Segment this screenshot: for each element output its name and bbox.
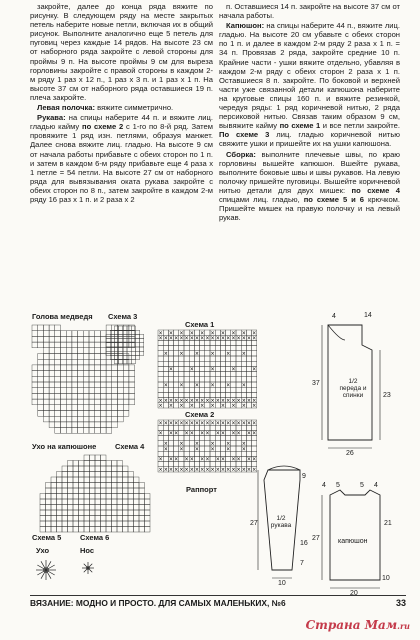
label-scheme1: Схема 1 xyxy=(185,320,215,329)
svg-text:×: × xyxy=(184,456,189,463)
svg-text:×: × xyxy=(231,456,236,463)
label-scheme2: Схема 2 xyxy=(185,410,215,419)
svg-text:×: × xyxy=(174,397,179,404)
svg-text:×: × xyxy=(163,351,168,358)
neckline-curve xyxy=(328,325,345,340)
label-scheme4: Схема 4 xyxy=(115,442,145,451)
svg-text:×: × xyxy=(236,467,241,474)
svg-text:×: × xyxy=(200,403,205,410)
svg-text:×: × xyxy=(200,335,205,342)
svg-text:×: × xyxy=(231,397,236,404)
paragraph-text: спицами лиц. гладью, xyxy=(219,194,304,204)
svg-text:×: × xyxy=(236,456,241,463)
paragraph-text: на спицы наберите 44 п., вяжите лиц. гладью. На высоте 20 см убавьте с обеих сторон по 1 п. и далее в каждом 2-м ряду 2 раза х 1 п. = 34 п. Провязав 2 ряда, закройте средние 10 п. Крайние части - ушки вяжите отдельно, убавляя в каждом 2-м ряду с обеих сторон 2 раза х 1 п. Оставшиеся 8 п. закройте. По боковой и верхней части уже связанной детали капюшона наберите на круговые спицы 160 п. и вяжите резинкой, чередуя ряды: 1 ряд коричневой нитью, 2 ряда персиковой нитью. Связав таким образом 9 см, вывяжите кайму xyxy=(219,21,400,131)
svg-text:×: × xyxy=(252,420,257,427)
label-scheme6: Схема 6 xyxy=(80,533,110,542)
label-ear: Ухо xyxy=(36,546,50,555)
svg-text:×: × xyxy=(210,330,215,337)
svg-text:×: × xyxy=(210,397,215,404)
hood-outline xyxy=(330,490,380,580)
page-number: 33 xyxy=(395,598,406,608)
svg-text:×: × xyxy=(226,420,231,427)
svg-text:×: × xyxy=(200,420,205,427)
svg-text:×: × xyxy=(179,467,184,474)
label-hood: капюшон xyxy=(338,538,368,545)
label-ear-hood: Ухо на капюшоне xyxy=(32,442,97,451)
label-scheme3: Схема 3 xyxy=(108,312,138,321)
svg-text:×: × xyxy=(189,330,194,337)
dim-4a: 4 xyxy=(332,313,336,320)
label-bear-head: Голова медведя xyxy=(32,312,93,321)
svg-text:×: × xyxy=(226,382,231,389)
paragraph-text: крючком. Пришейте мишек на правую полочку и на левый рукав. xyxy=(219,194,400,223)
svg-text:×: × xyxy=(179,382,184,389)
bold-term: по схеме 4 xyxy=(351,185,400,195)
svg-text:×: × xyxy=(246,397,252,404)
svg-text:×: × xyxy=(226,446,231,453)
svg-text:×: × xyxy=(179,403,184,410)
svg-text:×: × xyxy=(210,403,215,410)
svg-text:×: × xyxy=(205,430,210,437)
svg-text:×: × xyxy=(252,330,257,337)
svg-text:×: × xyxy=(215,456,220,463)
svg-text:×: × xyxy=(200,467,205,474)
svg-text:×: × xyxy=(168,467,174,474)
label-scheme5: Схема 5 xyxy=(32,533,62,542)
svg-text:×: × xyxy=(163,335,168,342)
svg-text:×: × xyxy=(179,335,184,342)
svg-text:×: × xyxy=(158,467,163,474)
bold-term: Левая полочка: xyxy=(37,103,96,113)
svg-text:×: × xyxy=(163,382,168,389)
paragraph-text: на спицы наберите 44 п. и вяжите лиц. гладью кайму xyxy=(30,113,213,132)
svg-text:×: × xyxy=(220,467,226,474)
svg-text:×: × xyxy=(210,335,215,342)
svg-text:×: × xyxy=(163,441,168,448)
svg-text:×: × xyxy=(226,467,231,474)
paragraph-text: выполните плечевые швы, по краю горловины вышейте капюшон. Вшейте рукава, выполните боковые швы и швы рукавов. На левую полочку пришейте пуговицы. Вышейте коричневой нитью детали для двух мишек: xyxy=(219,149,400,195)
svg-text:×: × xyxy=(184,467,189,474)
svg-text:×: × xyxy=(231,467,236,474)
svg-text:×: × xyxy=(210,366,215,373)
svg-text:×: × xyxy=(189,456,194,463)
svg-text:×: × xyxy=(241,446,246,453)
svg-text:×: × xyxy=(241,382,246,389)
svg-text:×: × xyxy=(205,397,210,404)
svg-text:×: × xyxy=(194,382,200,389)
page-footer xyxy=(30,595,406,608)
svg-text:×: × xyxy=(174,420,179,427)
svg-text:×: × xyxy=(158,330,163,337)
svg-text:×: × xyxy=(184,335,189,342)
svg-text:×: × xyxy=(184,430,189,437)
svg-text:×: × xyxy=(220,335,226,342)
svg-text:×: × xyxy=(194,467,200,474)
svg-text:×: × xyxy=(215,467,220,474)
svg-text:×: × xyxy=(174,467,179,474)
bold-term: по схеме 2 xyxy=(82,122,124,132)
svg-text:×: × xyxy=(179,397,184,404)
svg-text:×: × xyxy=(246,467,252,474)
svg-text:×: × xyxy=(168,430,174,437)
svg-text:×: × xyxy=(194,446,200,453)
paragraph-text: п. Оставшиеся 14 п. закройте на высоте 37 см от начала работы. xyxy=(219,2,400,21)
bold-term: По схеме 3 xyxy=(219,130,270,140)
svg-text:×: × xyxy=(189,335,194,342)
dim-5b: 5 xyxy=(360,482,364,489)
svg-text:×: × xyxy=(158,456,163,463)
svg-text:×: × xyxy=(231,335,236,342)
svg-text:×: × xyxy=(210,420,215,427)
dim-27a: 27 xyxy=(250,520,258,527)
svg-text:×: × xyxy=(179,446,184,453)
svg-text:×: × xyxy=(246,430,252,437)
svg-text:×: × xyxy=(252,397,257,404)
svg-text:×: × xyxy=(158,397,163,404)
svg-text:×: × xyxy=(205,456,210,463)
dim-16: 16 xyxy=(300,540,308,547)
bold-term: Капюшон: xyxy=(226,21,265,31)
svg-text:×: × xyxy=(236,430,241,437)
label-nose: Нос xyxy=(80,546,95,555)
label-sleeve: 1/2 рукава xyxy=(270,515,292,529)
svg-text:×: × xyxy=(189,420,194,427)
svg-text:×: × xyxy=(220,430,226,437)
bold-term: по схеме 5 и 6 xyxy=(303,194,365,204)
svg-text:×: × xyxy=(194,420,200,427)
svg-text:×: × xyxy=(231,330,236,337)
svg-text:×: × xyxy=(231,403,236,410)
svg-text:×: × xyxy=(241,467,246,474)
svg-text:×: × xyxy=(252,467,257,474)
dim-26: 26 xyxy=(346,450,354,457)
svg-text:×: × xyxy=(236,420,241,427)
paragraph-text: и все петли закройте. xyxy=(320,121,400,131)
svg-text:×: × xyxy=(241,335,246,342)
svg-text:×: × xyxy=(241,403,246,410)
svg-text:×: × xyxy=(205,420,210,427)
svg-text:×: × xyxy=(220,330,226,337)
svg-text:×: × xyxy=(168,330,174,337)
svg-text:×: × xyxy=(246,420,252,427)
svg-text:×: × xyxy=(163,446,168,453)
label-rapport: Раппорт xyxy=(186,485,217,494)
footer-title: ВЯЗАНИЕ: МОДНО И ПРОСТО. ДЛЯ САМЫХ МАЛЕНЬКИХ, №6 xyxy=(30,598,286,608)
svg-text:×: × xyxy=(210,441,215,448)
svg-text:×: × xyxy=(215,420,220,427)
svg-text:×: × xyxy=(194,397,200,404)
svg-text:×: × xyxy=(226,351,231,358)
svg-text:×: × xyxy=(179,441,184,448)
paragraph-text: лиц. гладью коричневой нитью свяжите ушки и пришейте их на ушки капюшона. xyxy=(219,130,400,149)
dim-4b: 4 xyxy=(322,482,326,489)
svg-text:×: × xyxy=(241,330,246,337)
svg-text:×: × xyxy=(184,420,189,427)
bold-term: Сборка: xyxy=(226,149,256,159)
dim-27b: 27 xyxy=(312,535,320,542)
svg-text:×: × xyxy=(231,430,236,437)
svg-text:×: × xyxy=(231,366,236,373)
watermark-main: Страна Мам xyxy=(305,618,398,632)
svg-text:×: × xyxy=(200,397,205,404)
svg-text:×: × xyxy=(189,430,194,437)
svg-text:×: × xyxy=(174,456,179,463)
svg-text:×: × xyxy=(174,430,179,437)
svg-text:×: × xyxy=(200,430,205,437)
dim-14: 14 xyxy=(364,312,372,319)
svg-text:×: × xyxy=(189,366,194,373)
svg-text:×: × xyxy=(189,397,194,404)
bold-term: по схеме 1 xyxy=(279,121,321,131)
svg-text:×: × xyxy=(168,335,174,342)
svg-text:×: × xyxy=(158,420,163,427)
sleeve-cap-curve xyxy=(268,466,300,470)
svg-text:×: × xyxy=(168,456,174,463)
svg-text:×: × xyxy=(241,420,246,427)
svg-text:×: × xyxy=(200,456,205,463)
svg-text:×: × xyxy=(189,467,194,474)
svg-text:×: × xyxy=(174,335,179,342)
dim-20: 20 xyxy=(350,590,358,597)
svg-text:×: × xyxy=(168,420,174,427)
svg-text:×: × xyxy=(158,430,163,437)
svg-text:×: × xyxy=(241,397,246,404)
svg-text:×: × xyxy=(158,403,163,410)
dim-21: 21 xyxy=(384,520,392,527)
svg-text:×: × xyxy=(210,446,215,453)
svg-text:×: × xyxy=(194,335,200,342)
svg-text:×: × xyxy=(158,335,163,342)
svg-text:×: × xyxy=(220,456,226,463)
dim-9: 9 xyxy=(302,473,306,480)
svg-text:×: × xyxy=(163,397,168,404)
svg-text:×: × xyxy=(246,456,252,463)
svg-text:×: × xyxy=(252,403,257,410)
svg-text:×: × xyxy=(252,456,257,463)
svg-text:×: × xyxy=(205,467,210,474)
svg-text:×: × xyxy=(205,335,210,342)
svg-text:×: × xyxy=(215,335,220,342)
svg-text:×: × xyxy=(226,335,231,342)
svg-text:×: × xyxy=(210,382,215,389)
svg-text:×: × xyxy=(226,441,231,448)
svg-text:×: × xyxy=(231,420,236,427)
svg-text:×: × xyxy=(194,351,200,358)
dim-37: 37 xyxy=(312,380,320,387)
svg-text:×: × xyxy=(220,397,226,404)
svg-text:×: × xyxy=(194,441,200,448)
dim-5a: 5 xyxy=(336,482,340,489)
dim-23: 23 xyxy=(383,392,391,399)
svg-text:×: × xyxy=(236,397,241,404)
paragraph-text: закройте, далее до конца ряда вяжите по рисунку. В следующем ряду на месте закрытых петель наберите новые петли, включая их в общий рисунок. Выполните аналогично еще 5 петель для пуговиц через каждые 14 рядов. На высоте 23 см от наборного ряда закройте с левой стороны для проймы 9 п. На высоте проймы 9 см для выреза горловины закройте с правой стороны в каждом 2-м ряду 1 раз х 12 п., 1 раз х 3 п. и 1 раз х 1 п. На высоте 37 см от наборного ряда оставшиеся 19 п. плеча закройте. xyxy=(30,2,213,102)
bold-term: Рукава: xyxy=(37,113,66,123)
svg-text:×: × xyxy=(252,366,257,373)
svg-text:×: × xyxy=(163,467,168,474)
svg-text:×: × xyxy=(220,420,226,427)
svg-text:×: × xyxy=(220,403,226,410)
dim-10b: 10 xyxy=(382,575,390,582)
svg-text:×: × xyxy=(252,430,257,437)
svg-text:×: × xyxy=(168,397,174,404)
svg-text:×: × xyxy=(215,430,220,437)
svg-text:×: × xyxy=(179,351,184,358)
svg-text:×: × xyxy=(200,330,205,337)
svg-text:×: × xyxy=(179,330,184,337)
svg-text:×: × xyxy=(210,467,215,474)
svg-text:×: × xyxy=(241,351,246,358)
svg-text:×: × xyxy=(210,351,215,358)
svg-text:×: × xyxy=(179,420,184,427)
svg-text:×: × xyxy=(226,397,231,404)
dim-7: 7 xyxy=(300,560,304,567)
dim-10a: 10 xyxy=(278,580,286,587)
svg-text:×: × xyxy=(246,335,252,342)
svg-text:×: × xyxy=(168,403,174,410)
svg-text:×: × xyxy=(168,366,174,373)
svg-text:×: × xyxy=(241,441,246,448)
dim-4c: 4 xyxy=(374,482,378,489)
paragraph-text: вяжите симметрично. xyxy=(95,103,174,113)
svg-text:×: × xyxy=(163,420,168,427)
svg-text:×: × xyxy=(236,335,241,342)
svg-text:×: × xyxy=(189,403,194,410)
svg-text:×: × xyxy=(252,335,257,342)
watermark-logo xyxy=(306,618,410,632)
watermark-sub: .ru xyxy=(397,621,410,631)
label-front-back: 1/2 переда и спинки xyxy=(339,378,367,399)
svg-text:×: × xyxy=(184,397,189,404)
svg-text:×: × xyxy=(215,397,220,404)
paragraph-text: с 1-го по 8-й ряд. Затем провяжите 1 ряд изн. петлями, образуя манжет. Далее снова вяжите лиц. гладью. На высоте 9 см от начала работы прибавьте с обеих сторон по 1 п. и затем в каждом 6-м ряду прибавьте еще 4 раза х 1 петле = 54 петли. На высоте 27 см от наборного ряда для вывязывания оката рукава закройте с обеих сторон по 8 п., затем закройте в каждом 2-м ряду 16 раз х 1 п. и 2 раза х 2 xyxy=(30,122,213,204)
